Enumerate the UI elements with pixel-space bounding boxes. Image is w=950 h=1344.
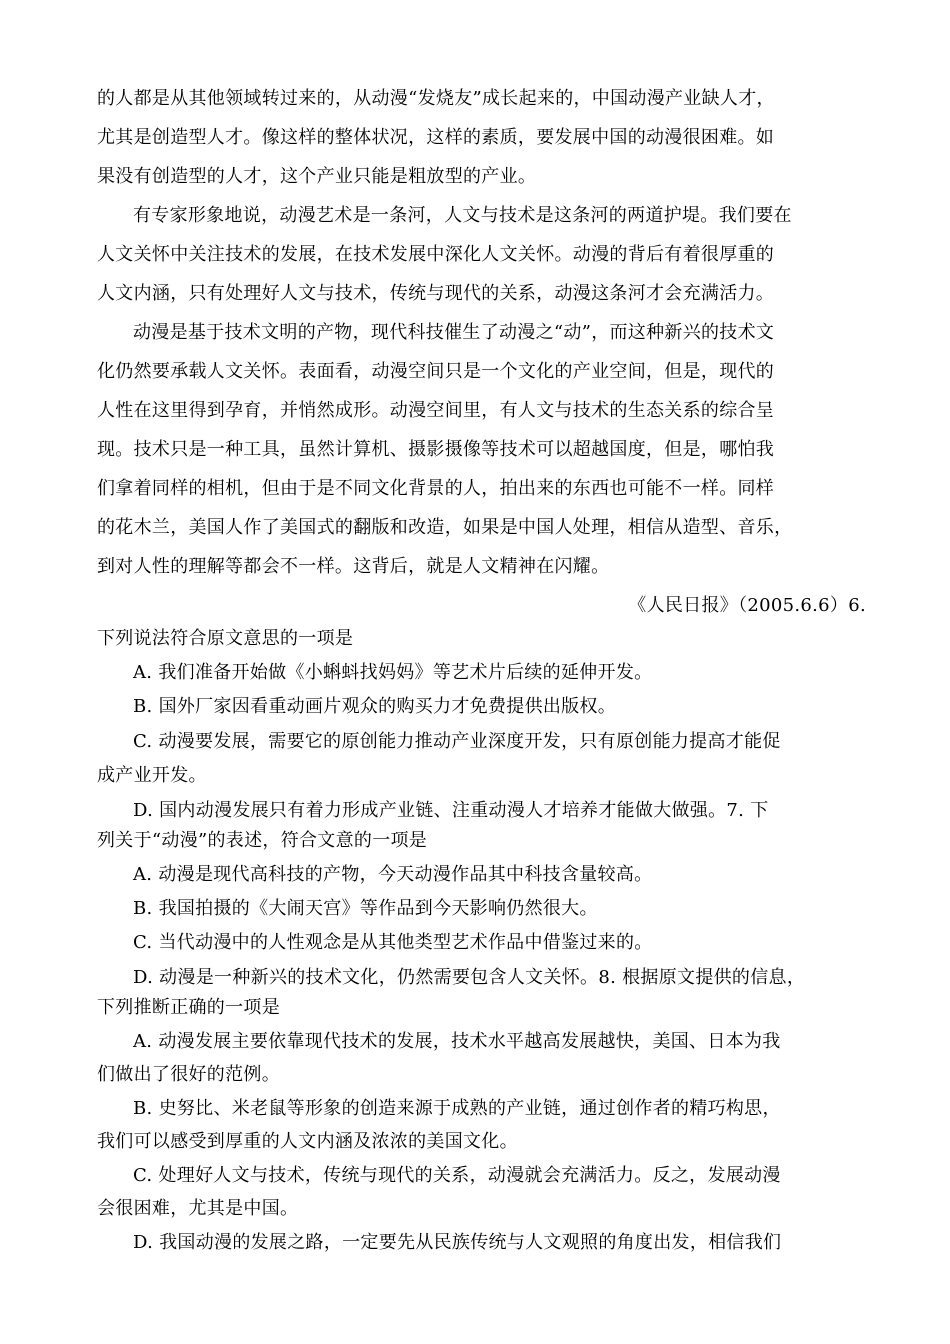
question-option: C. 当代动漫中的人性观念是从其他类型艺术作品中借鉴过来的。 xyxy=(133,932,653,953)
question-option: B. 国外厂家因看重动画片观众的购买力才免费提供出版权。 xyxy=(133,696,617,717)
question-option: B. 史努比、米老鼠等形象的创造来源于成熟的产业链，通过创作者的精巧构思， xyxy=(133,1098,781,1119)
article-line: 的人都是从其他领域转过来的，从动漫“发烧友”成长起来的，中国动漫产业缺人才， xyxy=(97,88,775,109)
question-line: 会很困难，尤其是中国。 xyxy=(97,1198,299,1219)
question-line: 下列推断正确的一项是 xyxy=(97,997,280,1018)
question-option: B. 我国拍摄的《大闹天宫》等作品到今天影响仍然很大。 xyxy=(133,898,598,919)
article-line: 人文内涵，只有处理好人文与技术，传统与现代的关系，动漫这条河才会充满活力。 xyxy=(97,283,775,304)
question-line: 我们可以感受到厚重的人文内涵及浓浓的美国文化。 xyxy=(97,1131,518,1152)
question-option: D. 国内动漫发展只有着力形成产业链、注重动漫人才培养才能做大做强。7. 下 xyxy=(133,800,769,821)
question-line: 下列说法符合原文意思的一项是 xyxy=(97,628,354,649)
article-line: 动漫是基于技术文明的产物，现代科技催生了动漫之“动”，而这种新兴的技术文 xyxy=(133,322,775,343)
article-line: 到对人性的理解等都会不一样。这背后，就是人文精神在闪耀。 xyxy=(97,556,610,577)
question-line: 成产业开发。 xyxy=(97,765,207,786)
article-line: 果没有创造型的人才，这个产业只能是粗放型的产业。 xyxy=(97,166,537,187)
question-line: 列关于“动漫”的表述，符合文意的一项是 xyxy=(97,830,428,851)
article-line: 的花木兰，美国人作了美国式的翻版和改造，如果是中国人处理，相信从造型、音乐， xyxy=(97,517,793,538)
question-option: D. 动漫是一种新兴的技术文化，仍然需要包含人文关怀。8. 根据原文提供的信息， xyxy=(133,967,806,988)
article-line: 化仍然要承载人文关怀。表面看，动漫空间只是一个文化的产业空间，但是，现代的 xyxy=(97,361,775,382)
article-line: 人性在这里得到孕育，并悄然成形。动漫空间里，有人文与技术的生态关系的综合呈 xyxy=(97,400,775,421)
article-line: 有专家形象地说，动漫艺术是一条河，人文与技术是这条河的两道护堤。我们要在 xyxy=(133,205,792,226)
question-option: A. 动漫发展主要依靠现代技术的发展，技术水平越高发展越快，美国、日本为我 xyxy=(133,1031,781,1052)
question-option: C. 处理好人文与技术，传统与现代的关系，动漫就会充满活力。反之，发展动漫 xyxy=(133,1165,781,1186)
question-option: A. 动漫是现代高科技的产物，今天动漫作品其中科技含量较高。 xyxy=(133,864,653,885)
article-line: 现。技术只是一种工具，虽然计算机、摄影摄像等技术可以超越国度，但是，哪怕我 xyxy=(97,439,775,460)
question-line: 们做出了很好的范例。 xyxy=(97,1064,280,1085)
article-line: 尤其是创造型人才。像这样的整体状况，这样的素质，要发展中国的动漫很困难。如 xyxy=(97,127,775,148)
question-option: C. 动漫要发展，需要它的原创能力推动产业深度开发，只有原创能力提高才能促 xyxy=(133,731,781,752)
article-line: 人文关怀中关注技术的发展，在技术发展中深化人文关怀。动漫的背后有着很厚重的 xyxy=(97,244,775,265)
article-line: 们拿着同样的相机，但由于是不同文化背景的人，拍出来的东西也可能不一样。同样 xyxy=(97,478,775,499)
source-citation: 《人民日报》（2005.6.6）6. xyxy=(628,595,866,616)
question-option: D. 我国动漫的发展之路，一定要先从民族传统与人文观照的角度出发，相信我们 xyxy=(133,1232,782,1253)
question-option: A. 我们准备开始做《小蝌蚪找妈妈》等艺术片后续的延伸开发。 xyxy=(133,662,653,683)
